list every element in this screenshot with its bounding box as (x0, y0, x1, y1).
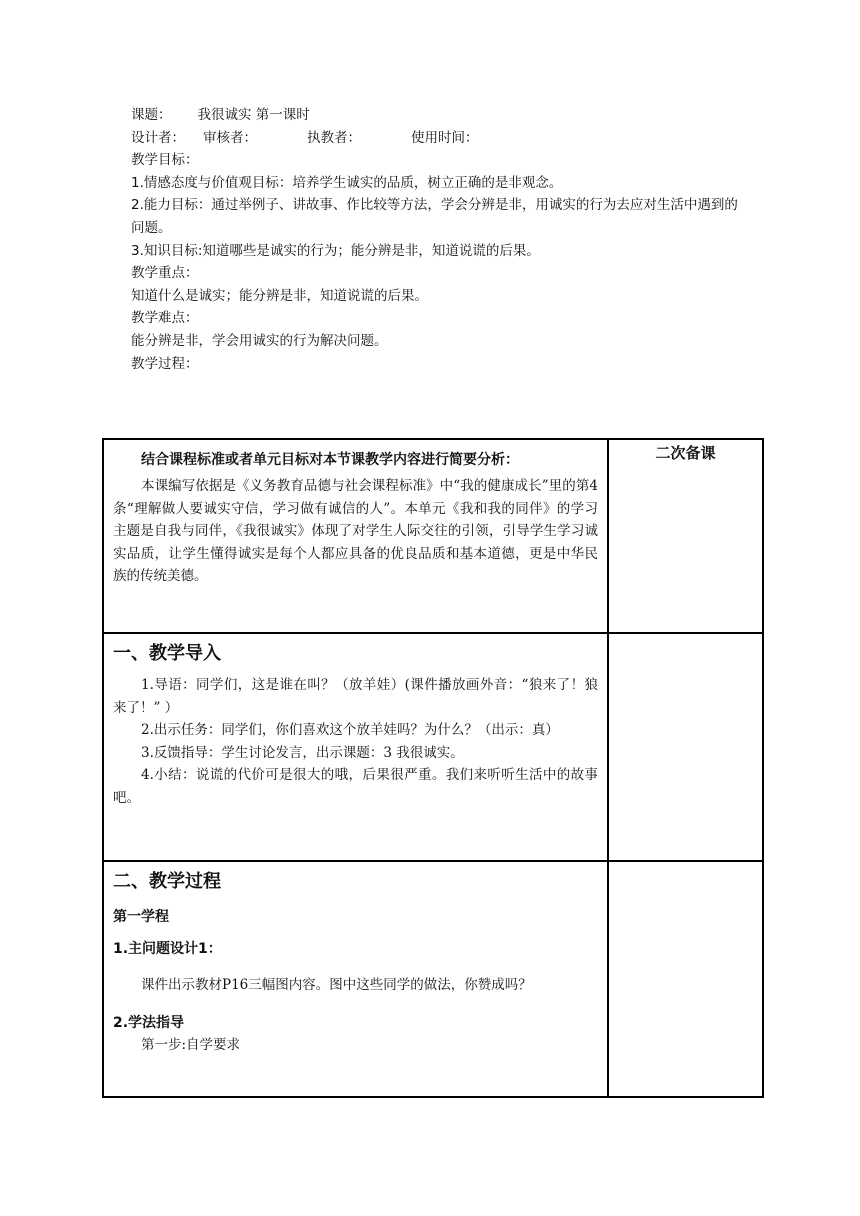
intro-step-1: 1.导语：同学们，这是谁在叫？（放羊娃）(课件播放画外音：“狼来了！狼来了！” ） (113, 677, 598, 716)
intro-side-cell (608, 633, 763, 861)
use-time-label: 使用时间： (411, 129, 479, 146)
goal-3: 3.知识目标:知道哪些是诚实的行为；能分辨是非，知道说谎的后果。 (131, 242, 540, 259)
lesson-header (131, 104, 751, 375)
method-heading: 2.学法指导 (113, 1015, 185, 1031)
analysis-heading: 结合课程标准或者单元目标对本节课教学内容进行简要分析： (141, 452, 519, 468)
reviewer-label: 审核者： (203, 129, 257, 146)
difficulties-text: 能分辨是非，学会用诚实的行为解决问题。 (131, 332, 388, 349)
intro-step-2: 2.出示任务：同学们，你们喜欢这个放羊娃吗？为什么？（出示：真） (141, 722, 559, 738)
analysis-cell (103, 439, 608, 633)
method-step-1: 第一步:自学要求 (141, 1037, 241, 1053)
process-label: 教学过程： (131, 355, 199, 372)
difficulties-label: 教学难点： (131, 310, 199, 327)
topic-label: 课题： (131, 107, 172, 123)
executor-label: 执教者： (307, 129, 361, 146)
intro-step-3: 3.反馈指导：学生讨论发言，出示课题：3 我很诚实。 (141, 744, 464, 761)
main-question-heading: 1.主问题设计1： (113, 941, 222, 957)
intro-row (103, 633, 763, 861)
main-question-text: 课件出示教材P16三幅图内容。图中这些同学的做法，你赞成吗？ (141, 977, 532, 993)
lesson-table (102, 438, 764, 1098)
staff-line (131, 127, 751, 150)
designer-label: 设计者： (131, 129, 185, 146)
analysis-row (103, 439, 763, 633)
intro-heading: 一、教学导入 (113, 643, 221, 664)
analysis-text: 本课编写依据是《义务教育品德与社会课程标准》中“我的健康成长”里的第4条“理解做人要诚实守信，学习做有诚信的人”。本单元《我和我的同伴》的学习主题是自我与同伴，《我很诚实》体现了对学生人际交往的引领，引导学生学习诚实品质，让学生懂得诚实是每个人都应具备的优良品质和基本道德，更是中华民族的传统美德。 (113, 478, 598, 584)
goals-label: 教学目标： (131, 152, 199, 169)
intro-steps (113, 674, 598, 809)
topic-value: 我很诚实 第一课时 (197, 107, 310, 123)
process-heading: 二、教学过程 (113, 871, 221, 892)
process-cell (103, 861, 608, 1097)
process-side-cell (608, 861, 763, 1097)
topic-line (131, 104, 751, 127)
key-points-label: 教学重点： (131, 265, 199, 282)
key-points-text: 知道什么是诚实；能分辨是非，知道说谎的后果。 (131, 287, 428, 304)
intro-cell (103, 633, 608, 861)
process-row (103, 861, 763, 1097)
goal-2: 2.能力目标：通过举例子、讲故事、作比较等方法，学会分辨是非，用诚实的行为去应对生活中遇到的问题。 (131, 197, 738, 236)
second-prep-heading: 二次备课 (655, 444, 716, 462)
goal-1: 1.情感态度与价值观目标：培养学生诚实的品质，树立正确的是非观念。 (131, 174, 563, 191)
intro-step-4: 4.小结：说谎的代价可是很大的哦，后果很严重。我们来听听生活中的故事吧。 (113, 767, 598, 806)
first-course-heading: 第一学程 (113, 909, 169, 925)
second-prep-cell (608, 439, 763, 633)
